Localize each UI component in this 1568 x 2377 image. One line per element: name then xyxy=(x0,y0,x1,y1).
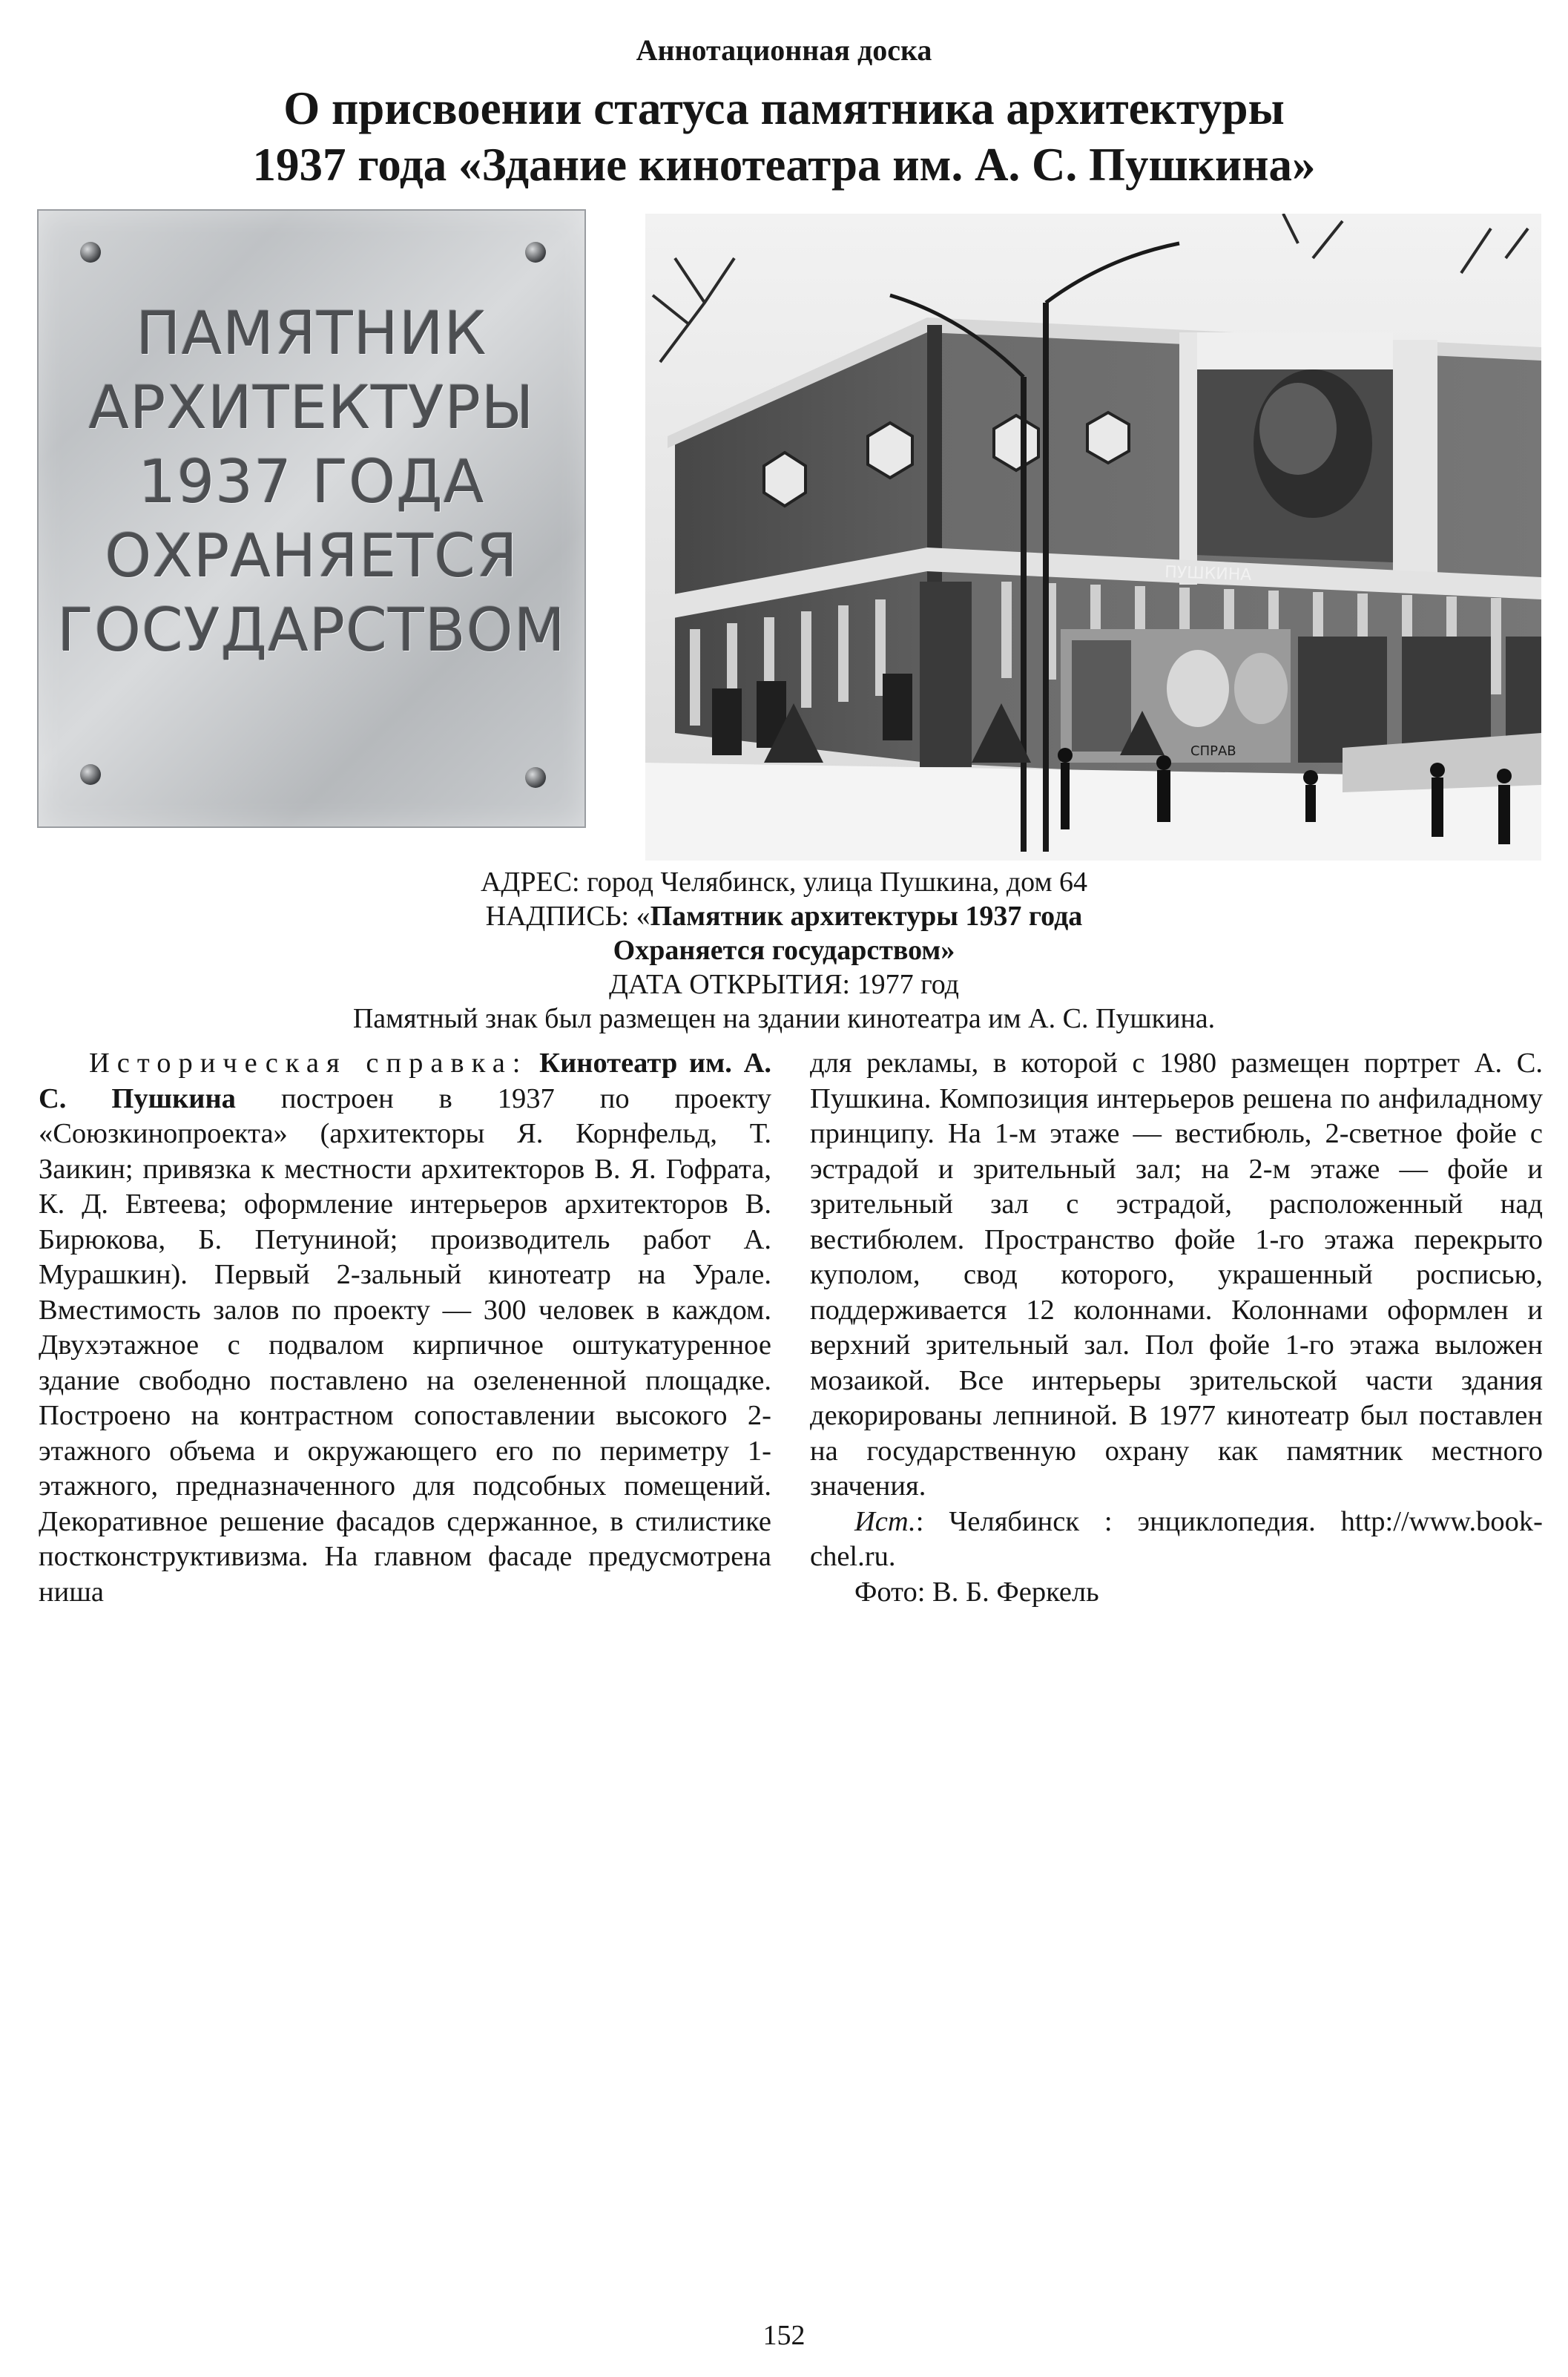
inscription-text-2: Охраняется государством» xyxy=(613,935,955,966)
placement-note: Памятный знак был размещен на здании кинотеатра им А. С. Пушкина. xyxy=(352,1003,1216,1034)
plaque-bolt-top-right xyxy=(525,242,546,263)
title-line-1: О присвоении статуса памятника архитектуры xyxy=(283,82,1285,134)
opening-date: ДАТА ОТКРЫТИЯ: 1977 год xyxy=(609,969,959,1000)
poster-text: СПРАВ xyxy=(1190,743,1236,759)
film-posters xyxy=(1061,629,1291,763)
article-right-text: для рекламы, в которой с 1980 размещен портрет А. С. Пушкина. Композиция интерьеров решена по анфиладному принципу. На 1-м этаже — вестибюль, 2-светное фойе с эстрадой и зрительный зал; на 2-м этаже — фойе и зрительный зал с эстрадой, расположенный над вестибюлем. Пространство фойе 1-го этажа перекрыто куполом, свод которого, украшенный росписью, поддерживается 12 колоннами. Колоннами оформлен и верхний зрительный зал. Пол фойе 1-го этажа выложен мозаикой. Все интерьеры зрительской части здания декорированы лепниной. В 1977 кинотеатр был поставлен на государственную охрану как памятник местного значения. xyxy=(810,1048,1543,1502)
plaque-bolt-bottom-right xyxy=(525,767,546,788)
cinema-sign: ПУШКИНА xyxy=(1164,563,1252,585)
plaque-bolt-bottom-left xyxy=(80,764,101,785)
inscription-line-2 xyxy=(0,933,1568,967)
source-label: Ист. xyxy=(854,1505,916,1537)
plaque-inscription xyxy=(37,297,586,668)
plaque-bolt-top-left xyxy=(80,242,101,263)
source-text: : Челябинск : энциклопедия. http://www.book-chel.ru. xyxy=(810,1505,1543,1572)
title-line-2: 1937 года «Здание кинотеатра им. А. С. Пушкина» xyxy=(252,139,1316,191)
header xyxy=(0,33,1568,193)
historical-note-label: Историческая справка: xyxy=(89,1048,528,1079)
plaque-line-2: АРХИТЕКТУРЫ xyxy=(88,373,535,442)
inscription-label: НАДПИСЬ: « xyxy=(485,901,650,932)
inscription-line-1 xyxy=(0,899,1568,933)
article-left-text: построен в 1937 по проекту «Союзкинопроекта» (архитекторы Я. Корнфельд, Т. Заикин; привязка к местности архитекторов В. Я. Гофрата, К. Д. Евтеева; оформление интерьеров архитекторов В. Бирюкова, Б. Петуниной; производитель работ А. Мурашкин). Первый 2-зальный кинотеатр на Урале. Вместимость залов по проекту — 300 человек в каждом. Двухэтажное с подвалом кирпичное оштукатуренное здание свободно поставлено на озелененной площадке. Построено на контрастном сопоставлении высокого 2-этажного объема и окружающего его по периметру 1-этажного, предназначенного для подсобных помещений. Декоративное решение фасадов сдержанное, в стилистике постконструктивизма. На главном фасаде предусмотрена ниша xyxy=(39,1082,771,1608)
page-title xyxy=(0,80,1568,193)
kicker: Аннотационная доска xyxy=(636,33,932,67)
plaque-line-3: 1937 ГОДА xyxy=(138,447,485,516)
plaque-line-1: ПАМЯТНИК xyxy=(136,299,487,368)
address: АДРЕС: город Челябинск, улица Пушкина, дом 64 xyxy=(480,867,1088,898)
page-number: 152 xyxy=(762,2320,806,2351)
inscription-text-1: Памятник архитектуры 1937 года xyxy=(650,901,1083,932)
cinema-name: Кинотеатр им. А. С. Пушкина xyxy=(39,1048,771,1114)
cinema-building-illustration xyxy=(645,214,1541,861)
article-column-right xyxy=(810,1046,1543,1610)
memorial-plaque-image xyxy=(37,209,586,828)
article-column-left xyxy=(39,1046,771,1610)
plaque-line-4: ОХРАНЯЕТСЯ xyxy=(105,522,518,591)
source-citation xyxy=(810,1505,1543,1575)
monument-details xyxy=(0,865,1568,1036)
plaque-line-5: ГОСУДАРСТВОМ xyxy=(57,596,566,665)
article-paragraph-1 xyxy=(39,1046,771,1610)
cinema-building-photo xyxy=(645,214,1541,861)
photo-credit: Фото: В. Б. Феркель xyxy=(854,1576,1099,1608)
